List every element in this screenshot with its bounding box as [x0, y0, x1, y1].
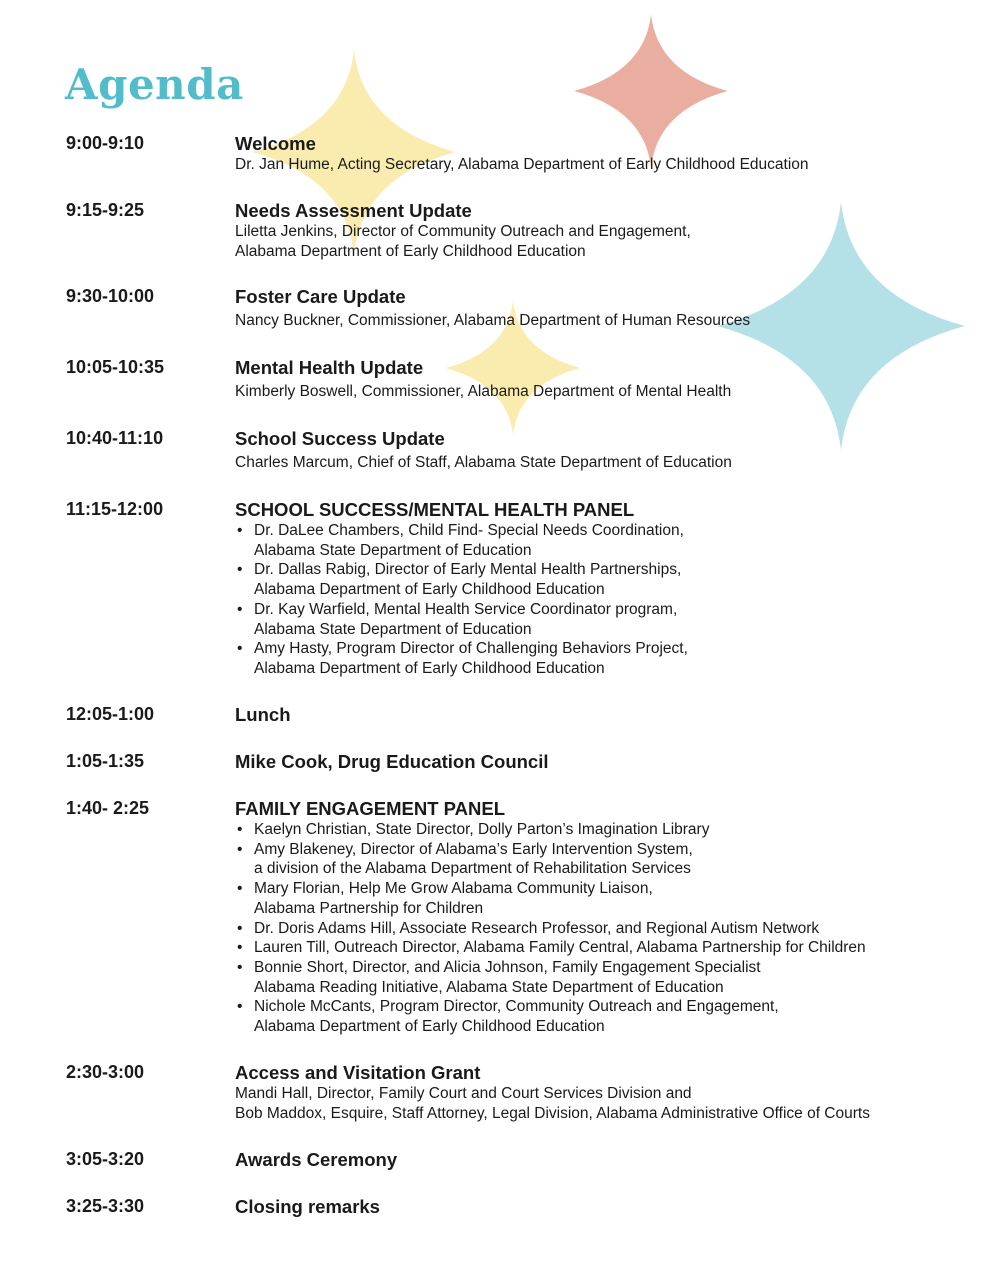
list-item: • Dr. Kay Warfield, Mental Health Service Coordinator program, Alabama State Department of Education: [235, 600, 975, 639]
agenda-time: 1:05-1:35: [66, 751, 145, 771]
agenda-time: 3:25-3:30: [66, 1196, 145, 1216]
agenda-time: 9:15-9:25: [66, 200, 145, 220]
list-item: • Bonnie Short, Director, and Alicia Johnson, Family Engagement Specialist Alabama Reading Initiative, Alabama State Department of Education: [235, 958, 975, 997]
list-item: • Kaelyn Christian, State Director, Dolly Parton’s Imagination Library: [235, 820, 975, 840]
agenda-heading: SCHOOL SUCCESS/MENTAL HEALTH PANEL: [235, 499, 635, 520]
agenda-detail: Dr. Jan Hume, Acting Secretary, Alabama Department of Early Childhood Education: [235, 156, 809, 173]
agenda-time: 12:05-1:00: [66, 704, 155, 724]
agenda-heading: Lunch: [235, 704, 291, 725]
agenda-detail: Nancy Buckner, Commissioner, Alabama Department of Human Resources: [235, 312, 751, 329]
agenda-detail: Charles Marcum, Chief of Staff, Alabama State Department of Education: [235, 454, 732, 471]
agenda-heading: Foster Care Update: [235, 286, 406, 307]
agenda-time: 10:05-10:35: [66, 357, 165, 377]
agenda-heading: Access and Visitation Grant: [235, 1062, 481, 1083]
agenda-time: 3:05-3:20: [66, 1149, 145, 1169]
agenda-heading: Awards Ceremony: [235, 1149, 398, 1170]
list-item: • Amy Blakeney, Director of Alabama’s Early Intervention System, a division of the Alabama Department of Rehabilitation Services: [235, 840, 975, 879]
list-item: • Mary Florian, Help Me Grow Alabama Community Liaison, Alabama Partnership for Children: [235, 879, 975, 918]
agenda-detail: Bob Maddox, Esquire, Staff Attorney, Legal Division, Alabama Administrative Office of Courts: [235, 1105, 870, 1122]
agenda-heading: School Success Update: [235, 428, 445, 449]
agenda-detail: Liletta Jenkins, Director of Community Outreach and Engagement,: [235, 223, 691, 240]
list-item: • Lauren Till, Outreach Director, Alabama Family Central, Alabama Partnership for Children: [235, 938, 975, 958]
agenda-time: 2:30-3:00: [66, 1062, 145, 1082]
list-item: • Amy Hasty, Program Director of Challenging Behaviors Project, Alabama Department of Early Childhood Education: [235, 639, 975, 678]
agenda-heading: FAMILY ENGAGEMENT PANEL: [235, 798, 505, 819]
list-item: • Dr. Dallas Rabig, Director of Early Mental Health Partnerships, Alabama Department of Early Childhood Education: [235, 560, 975, 599]
agenda-time: 9:30-10:00: [66, 286, 155, 306]
agenda-heading: Closing remarks: [235, 1196, 380, 1217]
list-item: • Dr. Doris Adams Hill, Associate Research Professor, and Regional Autism Network: [235, 919, 975, 939]
agenda-detail: Alabama Department of Early Childhood Education: [235, 243, 586, 260]
panelist-list: [235, 521, 975, 679]
agenda-time: 9:00-9:10: [66, 133, 145, 153]
panelist-list: [235, 820, 975, 1037]
agenda-detail: Kimberly Boswell, Commissioner, Alabama Department of Mental Health: [235, 383, 732, 400]
agenda-heading: Mental Health Update: [235, 357, 424, 378]
list-item: • Dr. DaLee Chambers, Child Find- Special Needs Coordination, Alabama State Department of Education: [235, 521, 975, 560]
agenda-heading: Needs Assessment Update: [235, 200, 472, 221]
agenda-heading: Welcome: [235, 133, 316, 154]
agenda-time: 10:40-11:10: [66, 428, 164, 448]
list-item: • Nichole McCants, Program Director, Community Outreach and Engagement, Alabama Department of Early Childhood Education: [235, 997, 975, 1036]
page-title: Agenda: [65, 60, 244, 109]
agenda-time: 1:40- 2:25: [66, 798, 150, 818]
agenda-heading: Mike Cook, Drug Education Council: [235, 751, 549, 772]
agenda-detail: Mandi Hall, Director, Family Court and Court Services Division and: [235, 1085, 692, 1102]
agenda-time: 11:15-12:00: [66, 499, 164, 519]
